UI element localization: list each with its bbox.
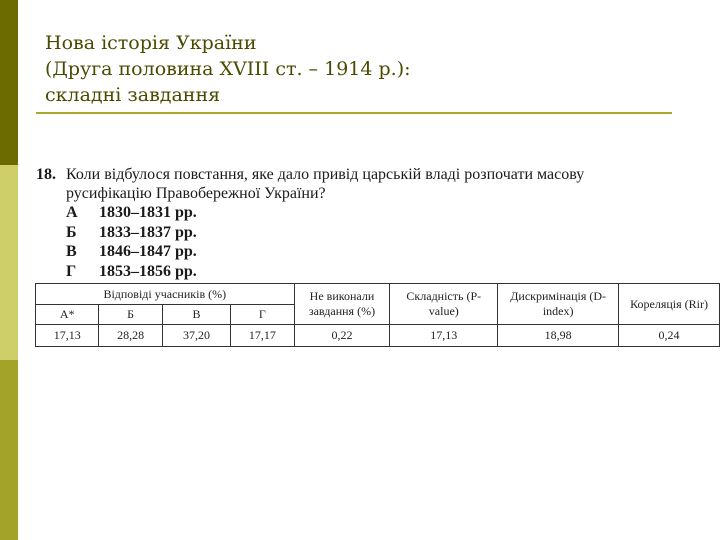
decorative-bar-top bbox=[0, 0, 18, 165]
option-text: 1853–1856 рр. bbox=[99, 262, 197, 280]
answer-letter-header: А* bbox=[36, 305, 99, 325]
option-text: 1830–1831 рр. bbox=[99, 204, 197, 221]
answer-option-v bbox=[36, 242, 720, 262]
difficulty-header: Складність (P-value) bbox=[390, 284, 498, 325]
table-row bbox=[36, 325, 720, 347]
decorative-bar-middle bbox=[0, 165, 18, 360]
statistics-table bbox=[35, 283, 720, 347]
title-line-3: складні завдання bbox=[45, 84, 221, 106]
answer-letter-header: Б bbox=[99, 305, 162, 325]
title-divider bbox=[36, 112, 672, 114]
question-block bbox=[36, 165, 720, 281]
answers-header: Відповіді учасників (%) bbox=[36, 284, 295, 305]
question-text-line-2: русифікацію Правобережної України? bbox=[66, 185, 326, 202]
slide-title bbox=[45, 30, 685, 108]
question-text-line-1 bbox=[36, 165, 720, 184]
answer-option-a bbox=[36, 203, 720, 223]
option-letter: Г bbox=[66, 262, 77, 280]
option-letter: В bbox=[66, 243, 77, 260]
table-cell: 0,22 bbox=[294, 325, 390, 347]
table-cell: 0,24 bbox=[619, 325, 720, 347]
discrimination-header: Дискримінація (D-index) bbox=[498, 284, 619, 325]
question-text: Коли відбулося повстання, яке дало привід царській владі розпочати масову bbox=[66, 166, 585, 183]
answer-option-b bbox=[36, 223, 720, 243]
title-line-1: Нова історія України bbox=[45, 32, 257, 54]
table-cell: 18,98 bbox=[498, 325, 619, 347]
answer-letter-header: В bbox=[162, 305, 230, 325]
table-cell: 17,13 bbox=[36, 325, 99, 347]
table-cell: 17,13 bbox=[390, 325, 498, 347]
option-letter: А bbox=[66, 204, 78, 221]
not-done-header: Не виконали завдання (%) bbox=[294, 284, 390, 325]
title-line-2: (Друга половина XVIII ст. – 1914 р.): bbox=[45, 58, 411, 80]
option-text: 1846–1847 рр. bbox=[99, 243, 197, 260]
table-cell: 37,20 bbox=[162, 325, 230, 347]
option-letter: Б bbox=[66, 223, 77, 241]
table-cell: 28,28 bbox=[99, 325, 162, 347]
correlation-header: Кореляція (Rir) bbox=[619, 284, 720, 325]
answer-letter-header: Г bbox=[231, 305, 294, 325]
question-number: 18. bbox=[36, 166, 56, 183]
table-cell: 17,17 bbox=[231, 325, 294, 347]
answer-option-h bbox=[36, 262, 720, 282]
option-text: 1833–1837 рр. bbox=[99, 223, 197, 241]
decorative-bar-bottom bbox=[0, 360, 18, 540]
